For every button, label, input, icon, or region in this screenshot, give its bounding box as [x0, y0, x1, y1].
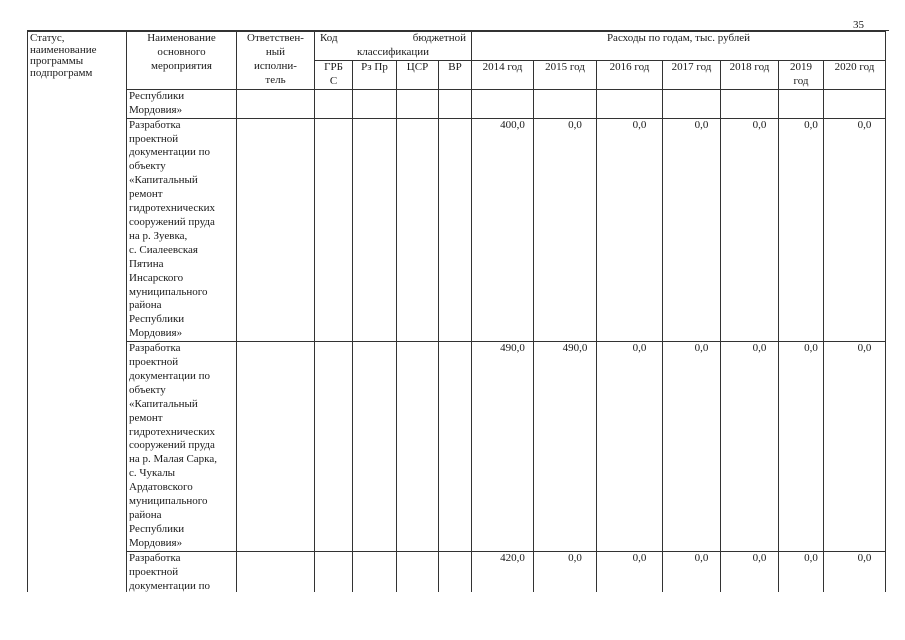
- activity-name-line: района: [129, 299, 162, 312]
- expense-cell: [721, 89, 779, 118]
- expense-cell: [472, 551, 534, 592]
- table-row: [28, 342, 886, 552]
- activity-name-line: сооружений пруда: [129, 439, 215, 452]
- activity-name-cell: [127, 118, 237, 342]
- expense-cell: [534, 342, 597, 552]
- activity-name-line: Инсарского: [129, 271, 184, 284]
- expense-value: 0,0: [857, 342, 872, 355]
- responsible-cell: [237, 89, 315, 118]
- expense-cell: [534, 118, 597, 342]
- activity-name-line: объекту: [129, 383, 166, 396]
- responsible-header: Ответствен- ный исполни- тель: [237, 32, 315, 90]
- activity-name-line: Разработка: [129, 118, 181, 131]
- csr-header: ЦСР: [397, 60, 439, 89]
- responsible-cell: [237, 118, 315, 342]
- activity-name-line: Республики: [129, 89, 185, 102]
- activity-name-line: Республики: [129, 522, 185, 535]
- activity-name-cell: [127, 551, 237, 592]
- rzpr-cell: [353, 118, 397, 342]
- expense-value: 0,0: [857, 118, 872, 131]
- expense-cell: [721, 551, 779, 592]
- activity-name-line: Мордовия»: [129, 103, 183, 116]
- csr-cell: [397, 89, 439, 118]
- activity-name-line: документации по: [129, 369, 210, 382]
- activity-name-line: района: [129, 509, 162, 521]
- activity-name-line: Разработка: [129, 342, 181, 355]
- vr-cell: [439, 118, 472, 342]
- activity-name-line: «Капитальный: [129, 397, 198, 410]
- activity-name-line: с. Чукалы: [129, 467, 176, 480]
- expenses-header: Расходы по годам, тыс. рублей: [472, 32, 886, 61]
- expense-cell: [663, 551, 721, 592]
- expense-cell: [597, 118, 663, 342]
- expense-value: 0,0: [804, 118, 818, 131]
- expense-cell: [597, 89, 663, 118]
- grbs-header: ГРБ С: [315, 60, 353, 89]
- status-cell: [28, 342, 127, 552]
- expense-value: 0,0: [632, 342, 647, 355]
- year-2020-header: 2020 год: [824, 60, 886, 89]
- page-number: 35: [853, 19, 864, 31]
- year-2016-header: 2016 год: [597, 60, 663, 89]
- expense-value: 0,0: [857, 551, 872, 564]
- expense-value: 0,0: [632, 118, 647, 131]
- vr-cell: [439, 89, 472, 118]
- expense-cell: [824, 342, 886, 552]
- expense-cell: [472, 118, 534, 342]
- expense-cell: [721, 342, 779, 552]
- year-2014-header: 2014 год: [472, 60, 534, 89]
- activity-name-line: ремонт: [129, 411, 163, 424]
- table-row: [28, 551, 886, 592]
- activity-name-line: на р. Малая Сарка,: [129, 453, 217, 466]
- expense-cell: [663, 89, 721, 118]
- expense-cell: [597, 551, 663, 592]
- expense-cell: [721, 118, 779, 342]
- expense-value: 0,0: [804, 342, 818, 355]
- expense-value: 490,0: [562, 342, 588, 355]
- activity-name-line: гидротехнических: [129, 425, 215, 438]
- activity-name-cell: [127, 342, 237, 552]
- activity-name-line: документации по: [129, 579, 210, 592]
- name-header: Наименование основного мероприятия: [127, 32, 237, 90]
- budget-table: [27, 31, 886, 592]
- activity-name-line: муниципального: [129, 285, 208, 298]
- rzpr-header: Рз Пр: [353, 60, 397, 89]
- status-header: Статус, наименование программы подпрограмм: [28, 32, 127, 90]
- expense-value: 0,0: [752, 551, 767, 564]
- expense-value: 0,0: [752, 342, 767, 355]
- activity-name-line: документации по: [129, 146, 210, 159]
- expense-value: 0,0: [568, 118, 582, 131]
- table-row: [28, 89, 886, 118]
- header-row-top: [28, 32, 886, 61]
- grbs-cell: [315, 551, 353, 592]
- expense-value: 0,0: [694, 551, 709, 564]
- activity-name-line: на р. Зуевка,: [129, 229, 188, 242]
- activity-name-line: с. Сиалеевская: [129, 243, 198, 256]
- expense-value: 0,0: [694, 342, 709, 355]
- expense-value: 400,0: [500, 118, 525, 131]
- year-2019-header: 2019 год: [779, 60, 824, 89]
- responsible-cell: [237, 551, 315, 592]
- expense-cell: [472, 342, 534, 552]
- expense-value: 420,0: [500, 551, 525, 564]
- vr-cell: [439, 551, 472, 592]
- expense-cell: [824, 551, 886, 592]
- budget-code-header: Код бюджетной классификации: [315, 32, 472, 61]
- year-2015-header: 2015 год: [534, 60, 597, 89]
- vr-header: ВР: [439, 60, 472, 89]
- expense-value: 0,0: [804, 551, 818, 564]
- expense-cell: [779, 342, 824, 552]
- grbs-cell: [315, 118, 353, 342]
- rzpr-cell: [353, 551, 397, 592]
- expense-value: 0,0: [632, 551, 647, 564]
- activity-name-line: проектной: [129, 565, 179, 578]
- expense-cell: [663, 118, 721, 342]
- expense-cell: [472, 89, 534, 118]
- activity-name-cell: [127, 89, 237, 118]
- budget-table-sheet: [27, 30, 889, 592]
- activity-name-line: Мордовия»: [129, 536, 183, 549]
- grbs-cell: [315, 342, 353, 552]
- activity-name-line: объекту: [129, 160, 166, 173]
- activity-name-line: Республики: [129, 313, 185, 326]
- activity-name-line: Пятина: [129, 257, 164, 270]
- activity-name-line: ремонт: [129, 188, 163, 201]
- csr-cell: [397, 342, 439, 552]
- expense-value: 490,0: [500, 342, 525, 355]
- expense-cell: [534, 89, 597, 118]
- expense-cell: [779, 118, 824, 342]
- activity-name-line: Разработка: [129, 551, 181, 564]
- status-cell: [28, 89, 127, 118]
- year-2018-header: 2018 год: [721, 60, 779, 89]
- activity-name-line: проектной: [129, 356, 179, 369]
- expense-cell: [824, 89, 886, 118]
- csr-cell: [397, 118, 439, 342]
- table-body: [28, 89, 886, 592]
- vr-cell: [439, 342, 472, 552]
- expense-cell: [534, 551, 597, 592]
- expense-value: 0,0: [752, 118, 767, 131]
- table-row: [28, 118, 886, 342]
- csr-cell: [397, 551, 439, 592]
- activity-name-line: сооружений пруда: [129, 215, 215, 228]
- rzpr-cell: [353, 342, 397, 552]
- activity-name-line: муниципального: [129, 495, 208, 508]
- status-cell: [28, 551, 127, 592]
- year-2017-header: 2017 год: [663, 60, 721, 89]
- expense-cell: [597, 342, 663, 552]
- activity-name-line: Ардатовского: [129, 481, 193, 494]
- expense-value: 0,0: [694, 118, 709, 131]
- activity-name-line: проектной: [129, 132, 179, 145]
- status-cell: [28, 118, 127, 342]
- activity-name-line: гидротехнических: [129, 202, 215, 215]
- expense-cell: [663, 342, 721, 552]
- expense-cell: [824, 118, 886, 342]
- rzpr-cell: [353, 89, 397, 118]
- activity-name-line: «Капитальный: [129, 174, 198, 187]
- expense-cell: [779, 551, 824, 592]
- expense-cell: [779, 89, 824, 118]
- grbs-cell: [315, 89, 353, 118]
- expense-value: 0,0: [568, 551, 582, 564]
- activity-name-line: Мордовия»: [129, 327, 183, 340]
- responsible-cell: [237, 342, 315, 552]
